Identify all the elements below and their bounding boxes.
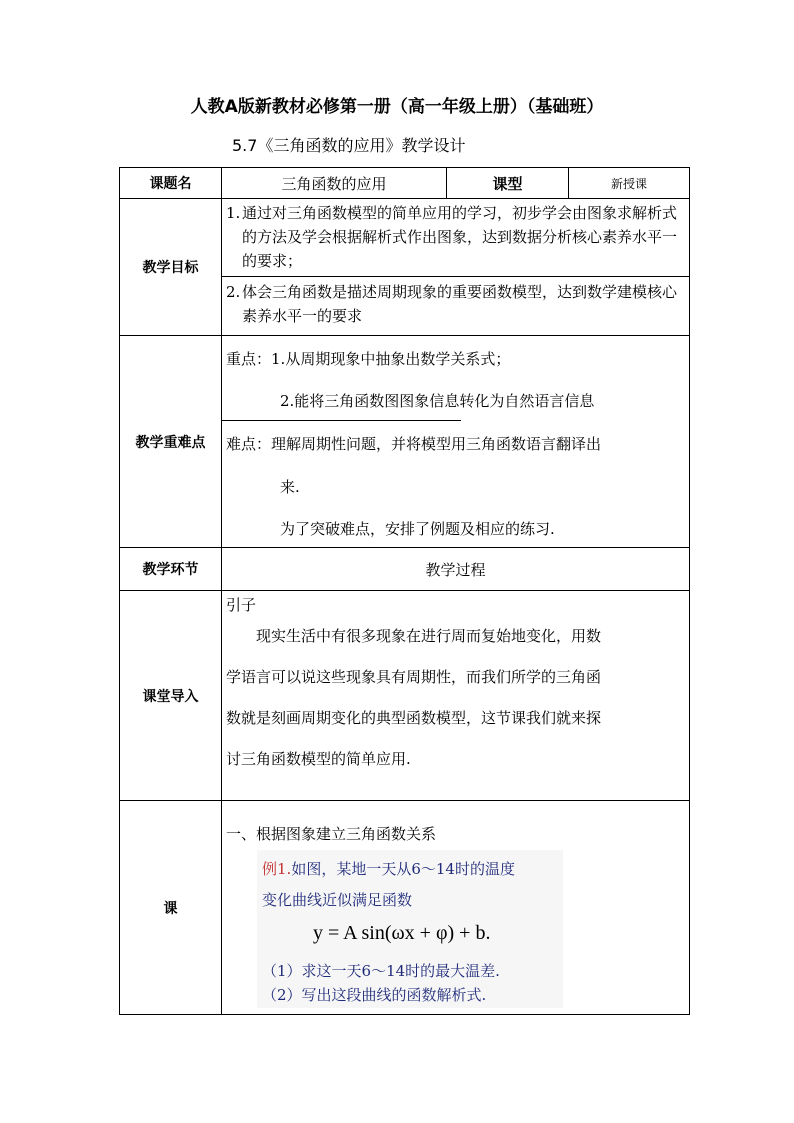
keypoints-label: 教学重难点: [135, 434, 206, 451]
process-header: 教学过程: [425, 560, 486, 579]
key-point-1-text: 1.从周期现象中抽象出数学关系式；: [271, 350, 511, 368]
process-stage-label: 教学环节: [142, 562, 199, 578]
topic-value: 三角函数的应用: [281, 174, 387, 193]
lesson-type-label: 课型: [492, 174, 523, 193]
example-text-1: 如图，某地一天从6～14时的温度: [291, 860, 515, 878]
objective-2-text: 体会三角函数是描述周期现象的重要函数模型，达到数学建模核心素养水平一的要求: [242, 283, 678, 325]
example-question-2: （2）写出这段曲线的函数解析式.: [262, 986, 487, 1004]
intro-line-3: 数就是刻画周期变化的典型函数模型，这节课我们就来探: [226, 709, 602, 727]
intro-line-2: 学语言可以说这些现象具有周期性，而我们所学的三角函: [226, 668, 602, 686]
objective-1-text: 通过对三角函数模型的简单应用的学习，初步学会由图象求解析式的方法及学会根据解析式作出图象，达到数据分析核心素养水平一的要求；: [242, 204, 678, 270]
key-prefix: 重点：: [226, 350, 272, 368]
difficult-point-line-2: 来.: [280, 478, 300, 496]
difficult-point-line-3: 为了突破难点，安排了例题及相应的练习.: [280, 520, 555, 538]
example-line-1: [262, 858, 515, 879]
example-line-2: 变化曲线近似满足函数: [262, 891, 413, 909]
objective-2-number: 2.: [226, 283, 241, 301]
difficult-point-line-1: 难点：理解周期性问题，并将模型用三角函数语言翻译出: [226, 435, 602, 453]
example-formula: y = A sin(ωx + φ) + b.: [313, 922, 491, 944]
lesson-section-heading: 一、根据图象建立三角函数关系: [226, 825, 437, 843]
topic-label: 课题名: [149, 176, 192, 192]
example-question-1: （1）求这一天6～14时的最大温差.: [262, 962, 500, 980]
lesson-type-value: 新授课: [610, 176, 647, 191]
objective-item-2: [226, 280, 688, 328]
intro-line-4: 讨三角函数模型的简单应用.: [226, 750, 411, 768]
key-point-1: [226, 348, 510, 369]
lesson-label: 课: [163, 900, 178, 917]
intro-label: 课堂导入: [142, 688, 199, 705]
intro-line-1: 现实生活中有很多现象在进行周而复始地变化，用数: [256, 627, 602, 645]
objective-1-number: 1.: [226, 204, 241, 222]
intro-heading: 引子: [226, 596, 257, 614]
document-subtitle: 5.7《三角函数的应用》教学设计: [232, 136, 466, 155]
objective-item-1: [226, 201, 688, 273]
objectives-label: 教学目标: [142, 260, 199, 276]
document-title: 人教A版新教材必修第一册（高一年级上册）（基础班）: [190, 97, 604, 117]
key-point-2: 2.能将三角函数图图象信息转化为自然语言信息: [280, 392, 595, 410]
example-label: 例1.: [262, 860, 292, 878]
